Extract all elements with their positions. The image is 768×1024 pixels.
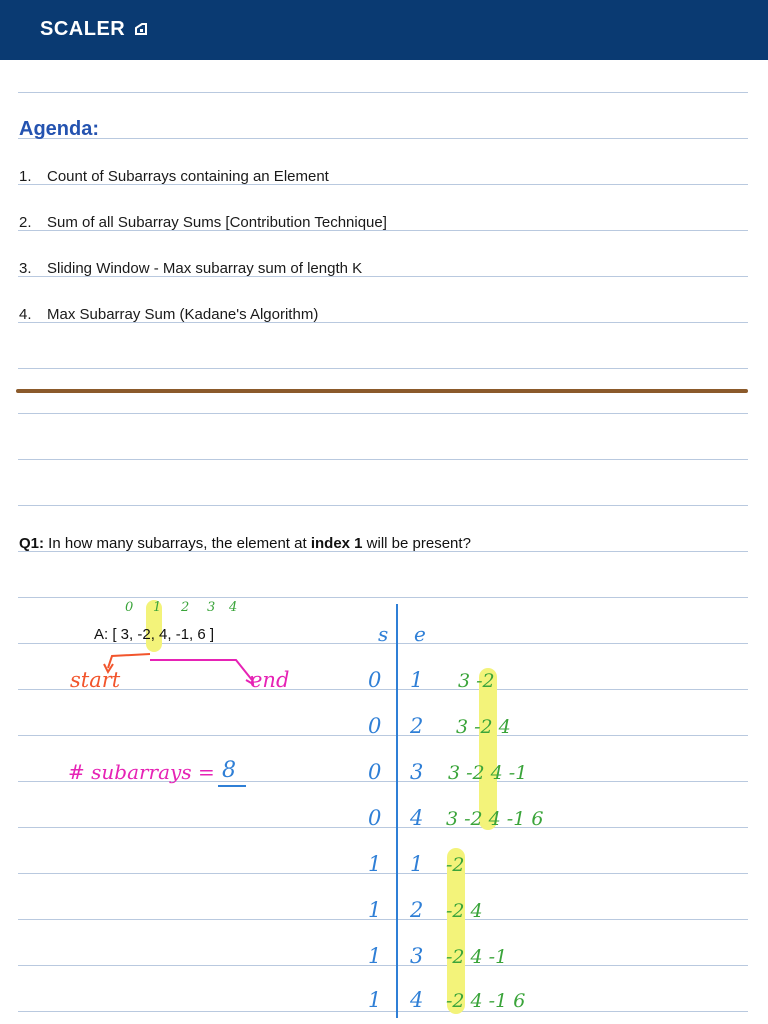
array-text: A: [ 3, -2, 4, -1, 6 ] (94, 626, 215, 643)
row-s: 1 (368, 988, 382, 1012)
row-subarray: -2 (446, 854, 465, 876)
row-subarray: 3 -2 4 -1 (448, 762, 528, 784)
question-text-after: will be present? (362, 535, 471, 552)
count-value: 8 (222, 758, 236, 783)
question-text-before: In how many subarrays, the element at (44, 535, 311, 552)
count-label: # subarrays = (68, 760, 215, 784)
question-bold: index 1 (310, 535, 363, 552)
agenda-title: Agenda: (19, 118, 99, 140)
row-subarray: -2 4 -1 6 (446, 990, 526, 1012)
row-e: 3 (410, 760, 424, 784)
row-subarray: 3 -2 4 -1 6 (446, 808, 544, 830)
index-label-2: 2 (181, 600, 190, 615)
row-subarray: 3 -2 4 (456, 716, 511, 738)
end-label: end (250, 668, 290, 692)
agenda-item-number: 3. (19, 260, 32, 277)
table-header-e: e (414, 622, 426, 646)
row-s: 1 (368, 898, 382, 922)
row-s: 0 (368, 806, 382, 830)
agenda-item-number: 1. (19, 168, 32, 185)
row-subarray: -2 4 (446, 900, 483, 922)
index-label-3: 3 (207, 600, 216, 615)
row-e: 4 (410, 988, 424, 1012)
row-s: 0 (368, 714, 382, 738)
start-arrow (108, 654, 150, 668)
row-e: 1 (410, 852, 424, 876)
end-arrow (150, 660, 252, 680)
row-subarray: 3 -2 (458, 670, 495, 692)
index-label-0: 0 (125, 600, 134, 615)
row-e: 1 (410, 668, 424, 692)
question-label: Q1: (19, 535, 45, 552)
index-label-4: 4 (229, 600, 238, 615)
row-s: 1 (368, 852, 382, 876)
agenda-item-text: Sliding Window - Max subarray sum of length K (47, 260, 363, 277)
index-label-1: 1 (153, 600, 162, 615)
row-subarray: -2 4 -1 (446, 946, 508, 968)
row-s: 1 (368, 944, 382, 968)
table-header-s: s (378, 622, 389, 646)
agenda-item-text: Max Subarray Sum (Kadane's Algorithm) (47, 306, 319, 323)
row-e: 4 (410, 806, 424, 830)
row-e: 2 (410, 714, 424, 738)
row-s: 0 (368, 668, 382, 692)
row-e: 2 (410, 898, 424, 922)
row-s: 0 (368, 760, 382, 784)
agenda-item-number: 4. (19, 306, 32, 323)
row-e: 3 (410, 944, 424, 968)
start-label: start (70, 668, 121, 692)
agenda-item-text: Count of Subarrays containing an Element (47, 168, 329, 185)
table-highlight-upper (479, 668, 497, 830)
agenda-item-number: 2. (19, 214, 32, 231)
brand-logo: SCALER (40, 18, 126, 40)
agenda-item-text: Sum of all Subarray Sums [Contribution Technique] (47, 214, 387, 231)
